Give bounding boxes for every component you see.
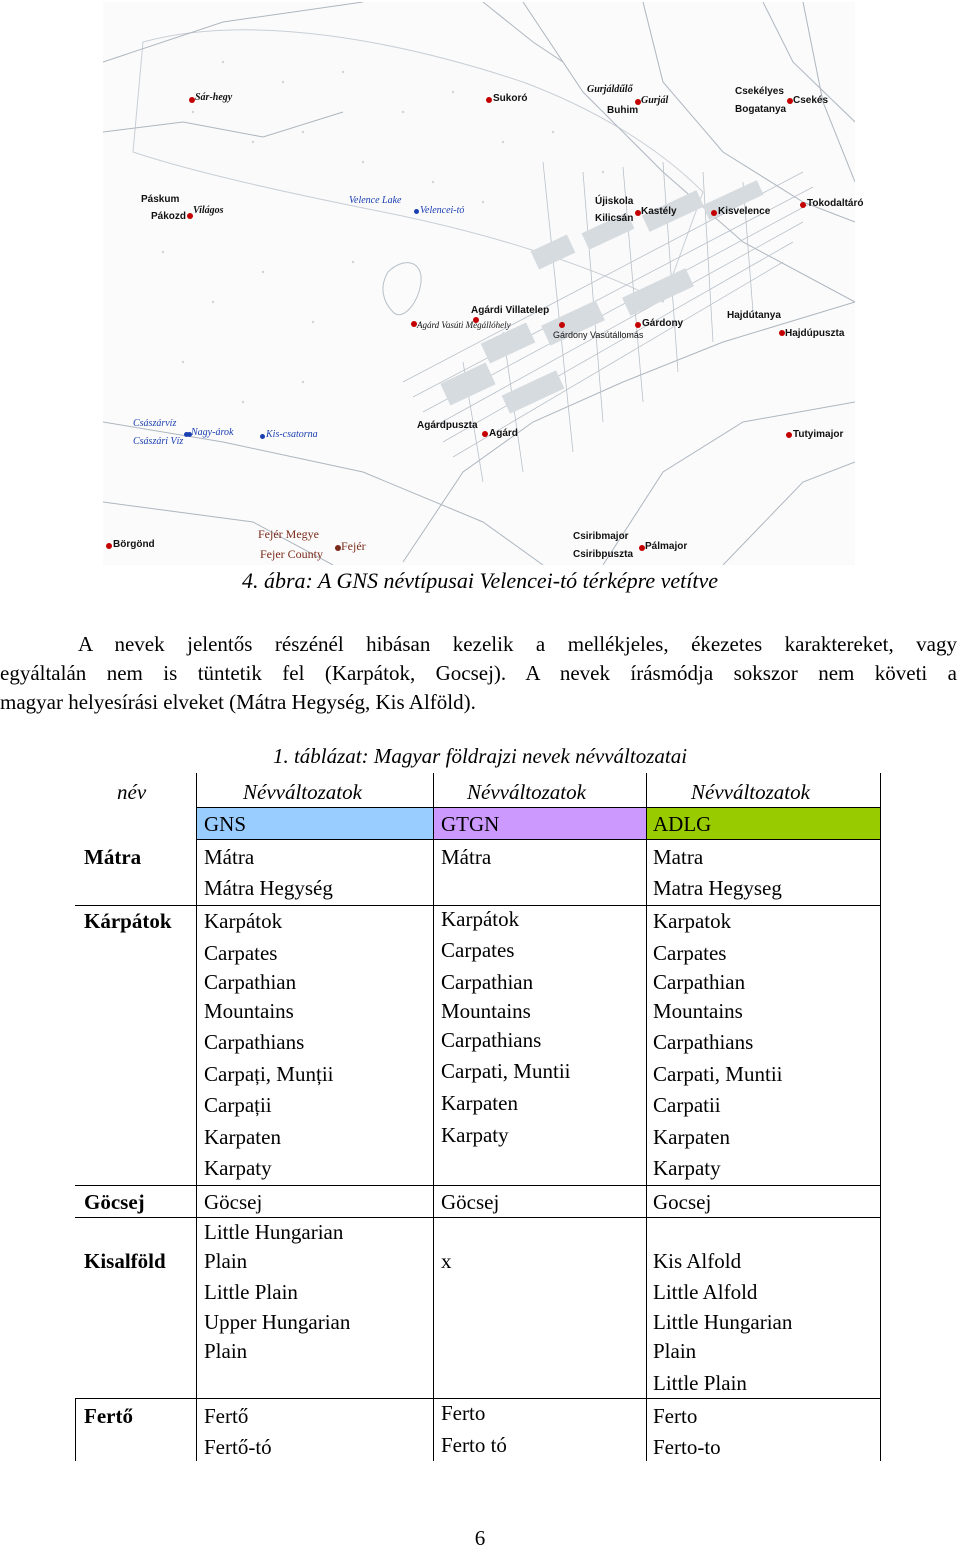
map-label-agardpuszta: Agárdpuszta — [417, 420, 478, 431]
gtgn-value: Göcsej — [441, 1190, 500, 1214]
paragraph-line: egyáltalán nem is tüntetik fel (Karpátok, Gocsej). A nevek írásmódja sokszor nem követi a — [0, 661, 957, 685]
adlg-value: Matra — [653, 845, 704, 869]
gns-value: Carpathian — [204, 970, 297, 994]
settlement-marker — [486, 97, 492, 103]
table-border — [433, 773, 434, 1461]
map-label-palmajor: Pálmajor — [645, 541, 688, 552]
table-border — [75, 1398, 76, 1461]
source-gns: GNS — [204, 812, 247, 836]
table-border — [880, 773, 881, 1461]
adlg-value: Plain — [653, 1339, 697, 1363]
adlg-value: Ferto — [653, 1404, 698, 1428]
map-label-hajdutanya: Hajdútanya — [727, 310, 781, 321]
adlg-value: Carpathians — [653, 1030, 754, 1054]
header-variants: Névváltozatok — [243, 780, 362, 804]
gns-value: Karpaty — [204, 1156, 272, 1180]
gns-value: Carpates — [204, 941, 278, 965]
row-name: Fertő — [84, 1404, 133, 1428]
gtgn-value: Carpates — [441, 938, 515, 962]
row-name: Mátra — [84, 845, 142, 869]
map-label-cseke: Csekés — [793, 95, 829, 106]
lake-marker — [414, 209, 419, 214]
gtgn-value: Carpati, Muntii — [441, 1059, 571, 1083]
settlement-marker — [559, 322, 565, 328]
map-label-paskum: Páskum — [141, 194, 180, 205]
body-paragraph — [0, 630, 957, 717]
map-label-agard-vasuti: Agárd Vasúti Megállóhely — [417, 320, 511, 330]
gtgn-value: Mátra — [441, 845, 492, 869]
map-label-sukoro: Sukoró — [493, 93, 528, 104]
gns-value: Plain — [204, 1339, 248, 1363]
gns-value: Karpátok — [204, 909, 283, 933]
map-label-pakozd: Pákozd — [151, 211, 187, 222]
row-name: Kárpátok — [84, 909, 172, 933]
adlg-value: Little Hungarian — [653, 1310, 793, 1334]
map-label-velencei-to: Velencei-tó — [420, 205, 465, 216]
table-caption: 1. táblázat: Magyar földrajzi nevek névváltozatai — [272, 744, 688, 768]
adlg-value: Carpatii — [653, 1093, 721, 1117]
map-label-tokodaltaro: Tokodaltáró — [807, 198, 864, 209]
map-label-hajdupuszta: Hajdúpuszta — [785, 328, 845, 339]
map-label-sarhegy: Sár-hegy — [195, 92, 233, 103]
source-gtgn: GTGN — [441, 812, 500, 836]
settlement-marker — [106, 543, 112, 549]
figure-caption: 4. ábra: A GNS névtípusai Velencei-tó térképre vetítve — [241, 568, 719, 593]
gns-value: Carpații — [204, 1093, 272, 1117]
map-label-gardony-vasut: Gárdony Vasútállomás — [553, 330, 644, 340]
map-figure — [103, 2, 864, 565]
map-label-agardi-villatelep: Agárdi Villatelep — [471, 305, 550, 316]
gns-value: Upper Hungarian — [204, 1310, 351, 1334]
table-border — [646, 773, 647, 1461]
settlement-marker — [786, 432, 792, 438]
stream-marker — [260, 434, 265, 439]
gtgn-value: Karpaten — [441, 1091, 518, 1115]
table-border — [196, 839, 881, 840]
map-label-tutyimajor: Tutyimajor — [793, 429, 844, 440]
map-label-borgond: Börgönd — [113, 539, 155, 550]
settlement-marker — [711, 210, 717, 216]
header-variants: Névváltozatok — [691, 780, 810, 804]
map-label-agard: Agárd — [489, 428, 518, 439]
gns-value: Göcsej — [204, 1190, 263, 1214]
adlg-value: Little Alfold — [653, 1280, 758, 1304]
map-label-nagy-arok: Nagy-árok — [191, 427, 234, 438]
gtgn-value: Ferto tó — [441, 1433, 507, 1457]
gns-value: Karpaten — [204, 1125, 281, 1149]
adlg-value: Matra Hegyseg — [653, 876, 782, 900]
gns-value: Little Plain — [204, 1280, 298, 1304]
gtgn-value: Karpátok — [441, 907, 520, 931]
adlg-value: Gocsej — [653, 1190, 712, 1214]
header-nev: név — [117, 780, 147, 804]
map-label-csaszarviz: Császárvíz — [133, 418, 177, 429]
map-label-gurjal: Gurjál — [641, 95, 669, 106]
gns-value: Little Hungarian — [204, 1220, 344, 1244]
gtgn-value: Mountains — [441, 999, 531, 1023]
map-label-kilicsan: Kilicsán — [595, 213, 634, 224]
row-name: Kisalföld — [84, 1249, 166, 1273]
settlement-marker — [800, 202, 806, 208]
map-label-csekelyes: Csekélyes — [735, 86, 784, 97]
map-label-fejer: Fejér — [341, 539, 366, 553]
adlg-value: Mountains — [653, 999, 743, 1023]
settlement-marker — [635, 322, 641, 328]
adlg-value: Karpatok — [653, 909, 732, 933]
paragraph-line: magyar helyesírási elveket (Mátra Hegység, Kis Alföld). — [0, 690, 476, 714]
map-label-buhim: Buhim — [607, 105, 639, 116]
row-name: Göcsej — [84, 1190, 145, 1214]
map-label-gardony: Gárdony — [642, 318, 684, 329]
gtgn-value: x — [441, 1249, 452, 1273]
gtgn-value: Carpathian — [441, 970, 534, 994]
map-label-csiribmajor: Csiribmajor — [573, 531, 629, 542]
gns-value: Mátra Hegység — [204, 876, 333, 900]
map-label-velence-lake: Velence Lake — [349, 195, 402, 206]
adlg-value: Karpaty — [653, 1156, 721, 1180]
gns-value: Mountains — [204, 999, 294, 1023]
table-border — [75, 1185, 881, 1186]
adlg-value: Carpati, Muntii — [653, 1062, 783, 1086]
gtgn-value: Ferto — [441, 1401, 486, 1425]
map-label-csiribpuszta: Csiribpuszta — [573, 549, 634, 560]
stream-marker — [184, 432, 189, 437]
gns-value: Fertő — [204, 1404, 249, 1428]
adlg-value: Little Plain — [653, 1371, 747, 1395]
source-adlg: ADLG — [653, 812, 712, 836]
adlg-value: Kis Alfold — [653, 1249, 742, 1273]
map-label-csaszari-viz: Császári Víz — [133, 436, 184, 447]
map-label-kastely: Kastély — [641, 206, 677, 217]
gns-value: Plain — [204, 1249, 248, 1273]
map-label-kis-csatorna: Kis-csatorna — [266, 429, 318, 440]
map-label-vilagos: Világos — [193, 205, 224, 216]
page-number: 6 — [474, 1526, 486, 1550]
gns-value: Fertő-tó — [204, 1435, 272, 1459]
adlg-value: Ferto-to — [653, 1435, 721, 1459]
adlg-value: Carpates — [653, 941, 727, 965]
gns-value: Mátra — [204, 845, 255, 869]
gtgn-value: Karpaty — [441, 1123, 509, 1147]
settlement-marker — [482, 431, 488, 437]
table-border — [196, 773, 197, 1461]
adlg-value: Carpathian — [653, 970, 746, 994]
gns-value: Carpați, Munții — [204, 1062, 334, 1086]
map-label-kisvelence: Kisvelence — [718, 206, 771, 217]
gns-value: Carpathians — [204, 1030, 305, 1054]
paragraph-line: A nevek jelentős részénél hibásan kezelik a mellékjeles, ékezetes karaktereket, vagy — [78, 632, 957, 656]
header-variants: Névváltozatok — [467, 780, 586, 804]
adlg-value: Karpaten — [653, 1125, 730, 1149]
map-label-fejer-county: Fejer County — [260, 547, 323, 561]
map-label-gurjaldulo: Gurjáldűlő — [587, 84, 633, 95]
map-label-bogatanya: Bogatanya — [735, 104, 787, 115]
gtgn-value: Carpathians — [441, 1028, 542, 1052]
map-label-ujiskola: Újiskola — [595, 196, 634, 207]
map-label-fejer-megye: Fejér Megye — [258, 527, 319, 541]
